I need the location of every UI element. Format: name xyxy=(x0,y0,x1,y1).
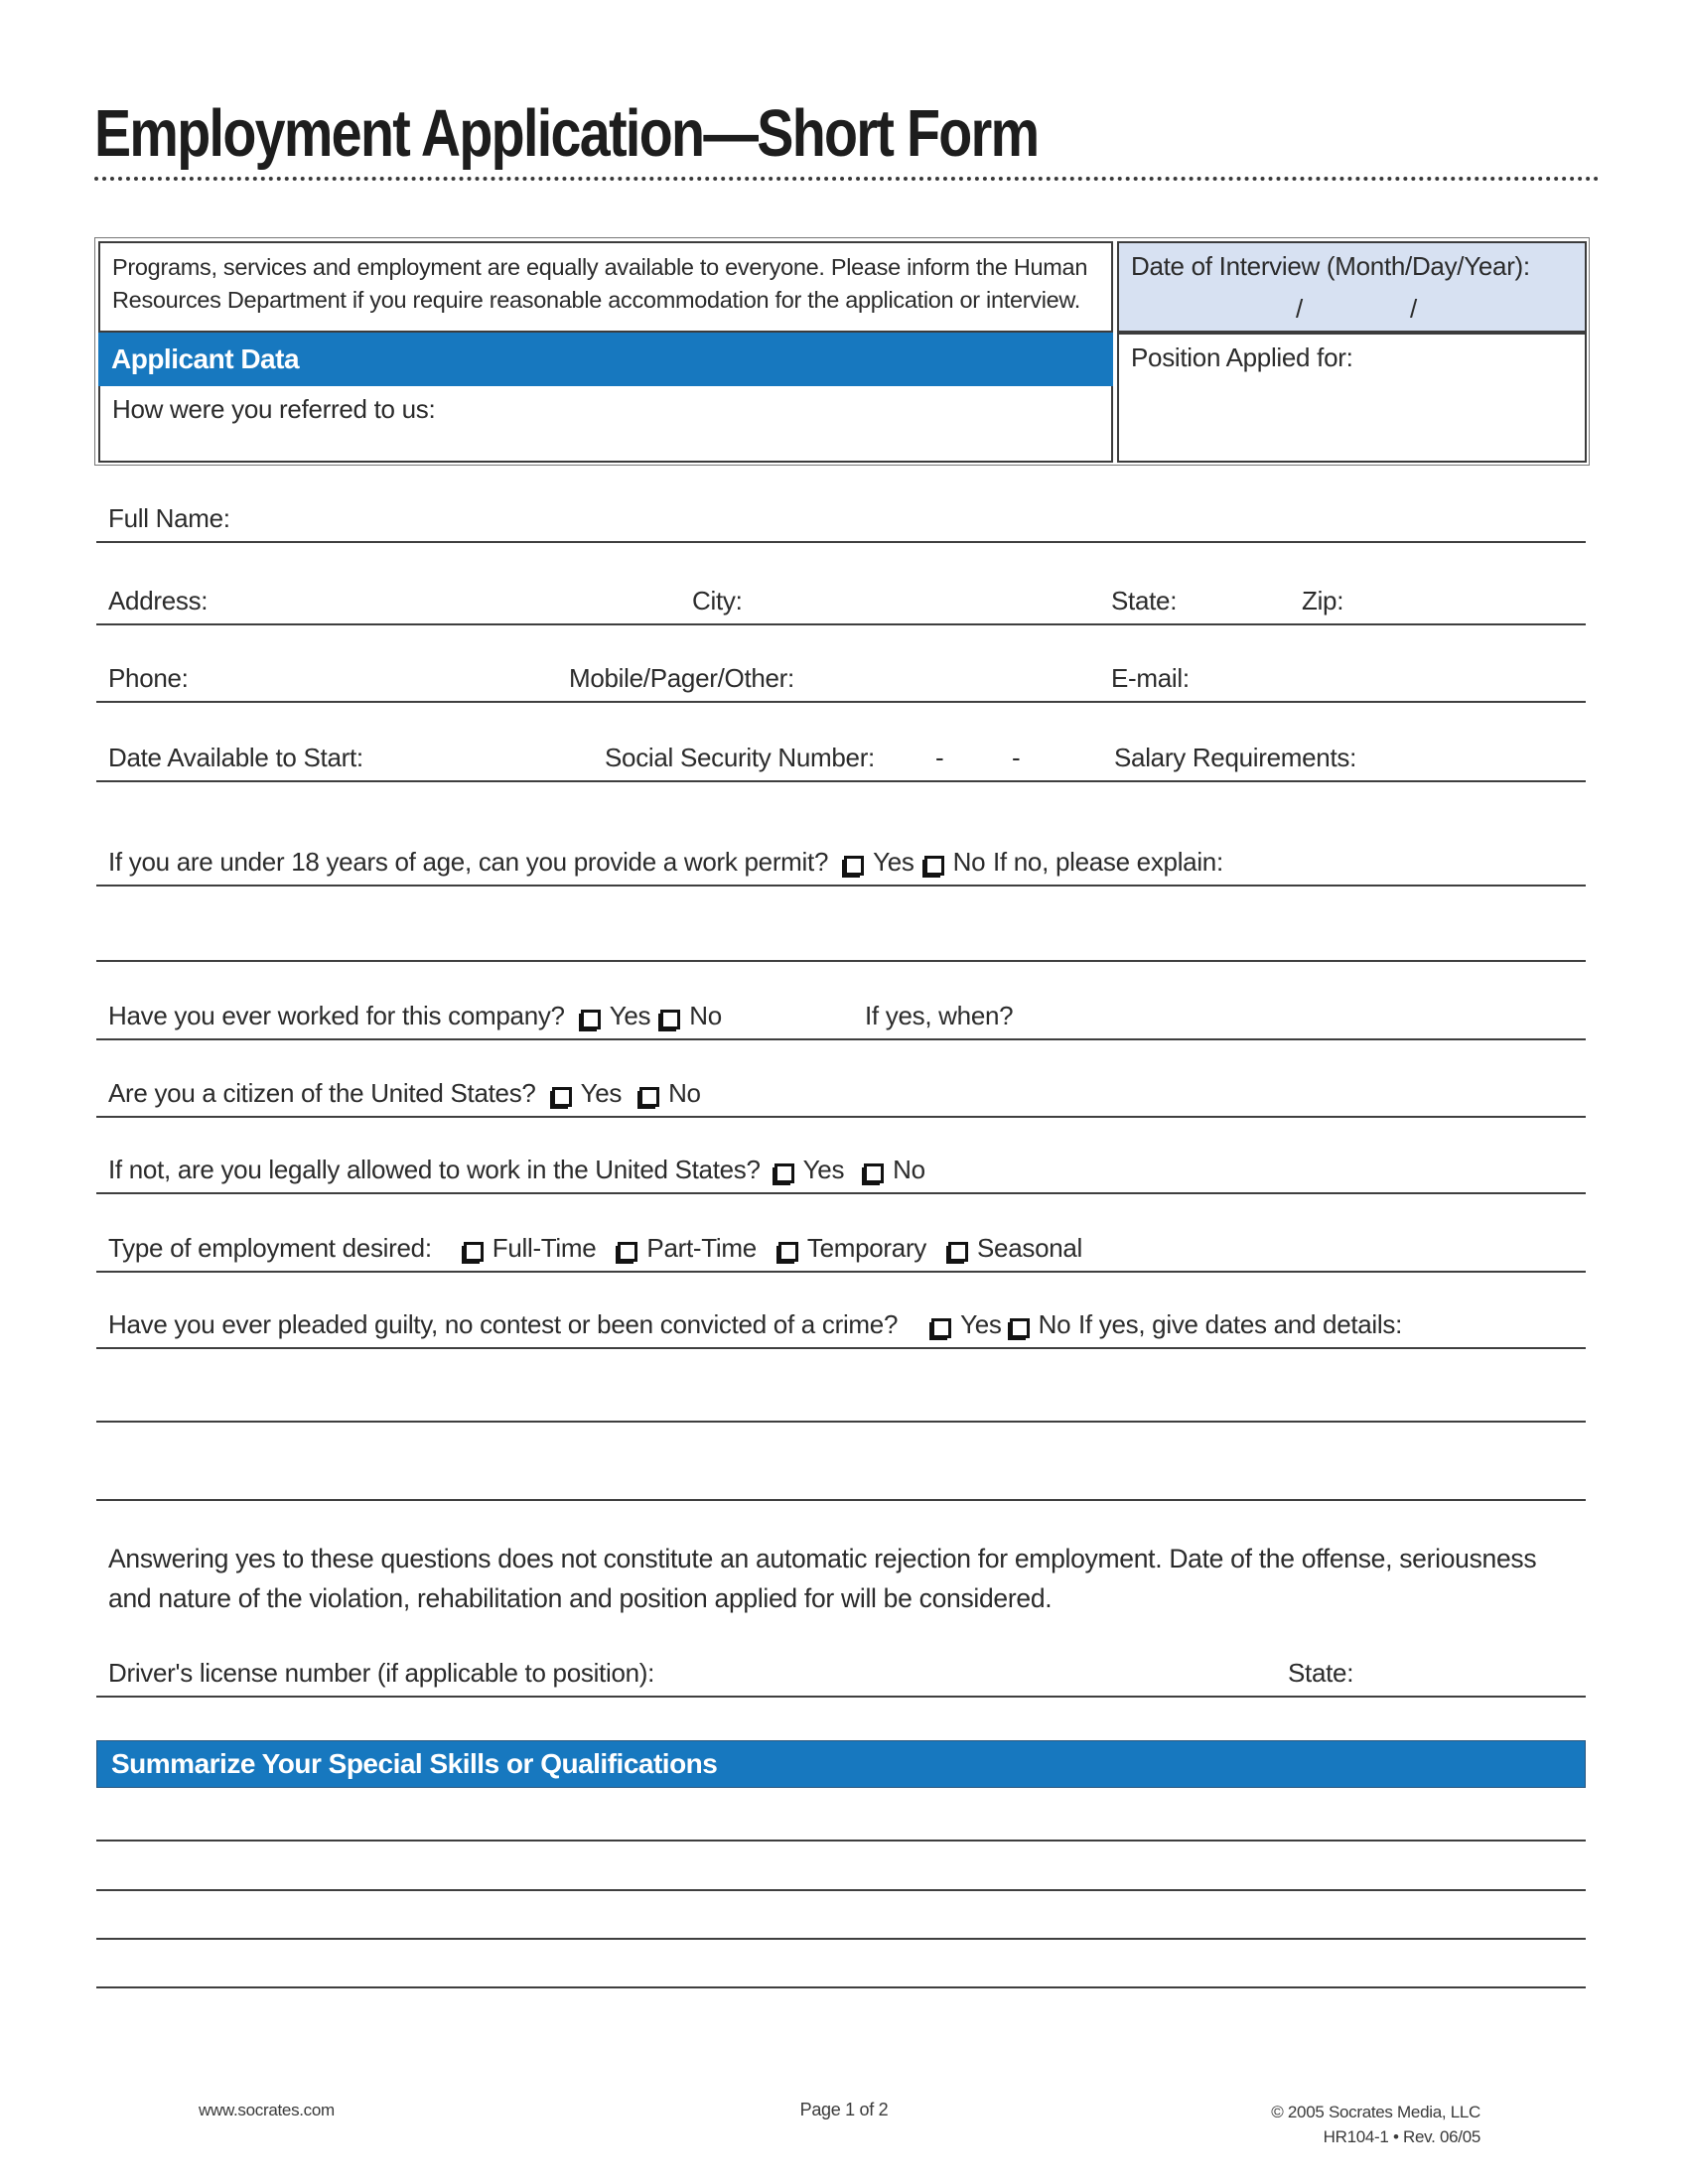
date-of-interview-label: Date of Interview (Month/Day/Year): xyxy=(1131,251,1530,281)
skills-line-1[interactable] xyxy=(96,1796,1586,1842)
worked-before-no-checkbox-icon[interactable] xyxy=(660,1010,680,1029)
legal-work-question-text: If not, are you legally allowed to work in the United States? xyxy=(108,1155,761,1184)
work-permit-yes-label: Yes xyxy=(873,847,914,877)
phone-field[interactable] xyxy=(96,657,1586,703)
citizen-no-checkbox-icon[interactable] xyxy=(639,1087,659,1107)
employment-type-group xyxy=(108,1233,1082,1264)
city-label: City: xyxy=(692,586,743,615)
date-available-field[interactable] xyxy=(96,737,1586,782)
page-footer xyxy=(0,2095,1688,2154)
crime-question-group xyxy=(108,1309,1070,1340)
citizen-yes-label: Yes xyxy=(580,1078,623,1108)
work-permit-question-group xyxy=(108,847,985,878)
applicant-data-section-header: Applicant Data xyxy=(98,333,1113,386)
footer-form-number: HR104-1 • Rev. 06/05 xyxy=(1323,2127,1480,2146)
employment-type-parttime-label: Part-Time xyxy=(646,1233,757,1263)
crime-question-text: Have you ever pleaded guilty, no contest or been convicted of a crime? xyxy=(108,1309,899,1339)
drivers-license-state-label: State: xyxy=(1288,1658,1354,1688)
citizen-question-text: Are you a citizen of the United States? xyxy=(108,1078,536,1108)
citizen-yes-checkbox-icon[interactable] xyxy=(552,1087,572,1107)
worked-before-followup-label: If yes, when? xyxy=(865,1001,1014,1030)
employment-type-seasonal-checkbox-icon[interactable] xyxy=(948,1242,968,1262)
work-permit-yes-checkbox-icon[interactable] xyxy=(844,856,864,876)
skills-section-header: Summarize Your Special Skills or Qualifications xyxy=(96,1740,1586,1788)
legal-work-yes-label: Yes xyxy=(802,1155,845,1184)
legal-work-no-checkbox-icon[interactable] xyxy=(864,1163,884,1183)
crime-no-checkbox-icon[interactable] xyxy=(1010,1318,1030,1338)
employment-type-fulltime-checkbox-icon[interactable] xyxy=(464,1242,484,1262)
state-label: State: xyxy=(1111,586,1178,615)
citizen-question xyxy=(96,1072,1586,1118)
worked-before-question xyxy=(96,995,1586,1040)
page-title: Employment Application—Short Form xyxy=(94,96,1039,171)
full-name-label: Full Name: xyxy=(108,503,230,533)
work-permit-question-text: If you are under 18 years of age, can you provide a work permit? xyxy=(108,847,829,877)
citizen-no-label: No xyxy=(668,1078,701,1108)
legal-work-yes-checkbox-icon[interactable] xyxy=(774,1163,794,1183)
employment-type-label: Type of employment desired: xyxy=(108,1233,432,1263)
footer-copyright: © 2005 Socrates Media, LLC xyxy=(1271,2103,1480,2121)
footer-copyright-block xyxy=(1271,2100,1480,2149)
employment-type-temporary-label: Temporary xyxy=(806,1233,927,1263)
skills-line-2[interactable] xyxy=(96,1845,1586,1891)
employment-type-seasonal-label: Seasonal xyxy=(977,1233,1083,1263)
position-applied-label: Position Applied for: xyxy=(1131,342,1353,372)
footer-website: www.socrates.com xyxy=(199,2101,335,2119)
legal-work-question-group xyxy=(108,1155,925,1185)
worked-before-no-label: No xyxy=(689,1001,722,1030)
work-permit-followup-label: If no, please explain: xyxy=(993,847,1223,877)
phone-label: Phone: xyxy=(108,663,189,693)
ssn-dash-2: - xyxy=(1012,743,1021,772)
employment-type-question xyxy=(96,1227,1586,1273)
crime-details-line-1[interactable] xyxy=(96,1377,1586,1423)
crime-yes-checkbox-icon[interactable] xyxy=(931,1318,951,1338)
header-table xyxy=(94,237,1590,466)
worked-before-question-group xyxy=(108,1001,722,1031)
footer-page-number: Page 1 of 2 xyxy=(799,2100,889,2119)
work-permit-explain-line[interactable] xyxy=(96,916,1586,962)
drivers-license-field[interactable] xyxy=(96,1652,1586,1698)
email-label: E-mail: xyxy=(1111,663,1190,693)
ssn-dash-1: - xyxy=(935,743,944,772)
citizen-question-group xyxy=(108,1078,701,1109)
position-applied-field[interactable] xyxy=(1117,333,1587,463)
work-permit-question xyxy=(96,841,1586,887)
skills-line-4[interactable] xyxy=(96,1943,1586,1988)
worked-before-question-text: Have you ever worked for this company? xyxy=(108,1001,565,1030)
worked-before-yes-label: Yes xyxy=(609,1001,651,1030)
crime-details-line-2[interactable] xyxy=(96,1455,1586,1501)
legal-work-no-label: No xyxy=(893,1155,925,1184)
date-available-label: Date Available to Start: xyxy=(108,743,363,772)
drivers-license-label: Driver's license number (if applicable to position): xyxy=(108,1658,655,1688)
skills-line-3[interactable] xyxy=(96,1894,1586,1940)
crime-question xyxy=(96,1303,1586,1349)
crime-no-label: No xyxy=(1038,1309,1071,1339)
date-slash-2: / xyxy=(1410,294,1417,324)
work-permit-no-checkbox-icon[interactable] xyxy=(924,856,944,876)
date-slash-1: / xyxy=(1296,294,1303,324)
crime-followup-label: If yes, give dates and details: xyxy=(1078,1309,1403,1339)
zip-label: Zip: xyxy=(1302,586,1344,615)
title-dotted-rule xyxy=(94,177,1600,181)
equal-opportunity-notice: Programs, services and employment are equally available to everyone. Please inform the Human Resources Department if you require reasonable accommodation for the application or interview. xyxy=(98,241,1113,333)
ssn-label: Social Security Number: xyxy=(605,743,875,772)
worked-before-yes-checkbox-icon[interactable] xyxy=(581,1010,601,1029)
referred-label: How were you referred to us: xyxy=(112,394,436,424)
crime-disclaimer-text: Answering yes to these questions does not constitute an automatic rejection for employment. Date of the offense, seriousness and nature of the violation, rehabilitation and position applied for will be considered. xyxy=(108,1544,1537,1613)
address-field[interactable] xyxy=(96,580,1586,625)
mobile-label: Mobile/Pager/Other: xyxy=(569,663,794,693)
employment-type-parttime-checkbox-icon[interactable] xyxy=(618,1242,637,1262)
date-of-interview-field[interactable] xyxy=(1117,241,1587,333)
referred-field[interactable] xyxy=(98,386,1113,463)
full-name-field[interactable] xyxy=(96,497,1586,543)
work-permit-no-label: No xyxy=(952,847,986,877)
crime-yes-label: Yes xyxy=(960,1309,1002,1339)
employment-type-fulltime-label: Full-Time xyxy=(492,1233,597,1263)
address-label: Address: xyxy=(108,586,209,615)
legal-work-question xyxy=(96,1149,1586,1194)
salary-label: Salary Requirements: xyxy=(1114,743,1356,772)
employment-type-temporary-checkbox-icon[interactable] xyxy=(778,1242,798,1262)
